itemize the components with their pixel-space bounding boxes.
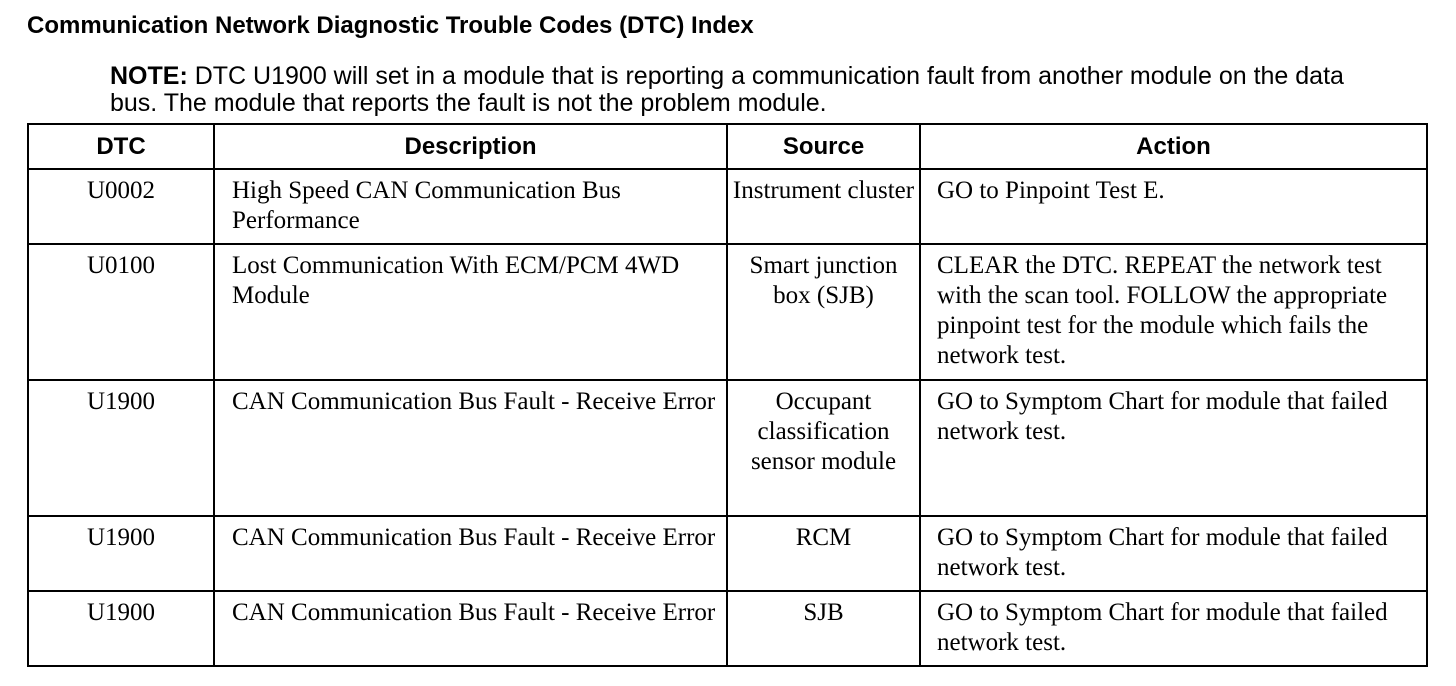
table-row (28, 380, 1427, 516)
table-header-row (28, 124, 1427, 169)
cell-action: GO to Symptom Chart for module that failed network test. (920, 380, 1427, 516)
dtc-table (27, 123, 1428, 667)
cell-description: High Speed CAN Communication Bus Performance (214, 169, 727, 244)
cell-description: CAN Communication Bus Fault - Receive Error (214, 516, 727, 591)
table-row (28, 591, 1427, 666)
page-title: Communication Network Diagnostic Trouble Codes (DTC) Index (27, 12, 754, 39)
header-source: Source (727, 124, 920, 169)
cell-dtc: U1900 (28, 591, 214, 666)
table-row (28, 516, 1427, 591)
note-text: DTC U1900 will set in a module that is reporting a communication fault from another module on the data bus. The module that reports the fault is not the problem module. (110, 62, 1344, 117)
cell-action: CLEAR the DTC. REPEAT the network test with the scan tool. FOLLOW the appropriate pinpoint test for the module which fails the network test. (920, 244, 1427, 380)
cell-action: GO to Symptom Chart for module that failed network test. (920, 516, 1427, 591)
cell-dtc: U0002 (28, 169, 214, 244)
table-row (28, 169, 1427, 244)
cell-action: GO to Symptom Chart for module that failed network test. (920, 591, 1427, 666)
cell-description: CAN Communication Bus Fault - Receive Error (214, 380, 727, 516)
cell-dtc: U1900 (28, 380, 214, 516)
cell-source: Smart junction box (SJB) (727, 244, 920, 380)
header-action: Action (920, 124, 1427, 169)
cell-dtc: U1900 (28, 516, 214, 591)
cell-dtc: U0100 (28, 244, 214, 380)
cell-source: SJB (727, 591, 920, 666)
note-label: NOTE: (110, 62, 188, 90)
note (110, 63, 1370, 117)
cell-action: GO to Pinpoint Test E. (920, 169, 1427, 244)
cell-source: Instrument cluster (727, 169, 920, 244)
cell-source: Occupant classification sensor module (727, 380, 920, 516)
header-description: Description (214, 124, 727, 169)
cell-description: CAN Communication Bus Fault - Receive Error (214, 591, 727, 666)
header-dtc: DTC (28, 124, 214, 169)
table-row (28, 244, 1427, 380)
cell-source: RCM (727, 516, 920, 591)
cell-description: Lost Communication With ECM/PCM 4WD Module (214, 244, 727, 380)
